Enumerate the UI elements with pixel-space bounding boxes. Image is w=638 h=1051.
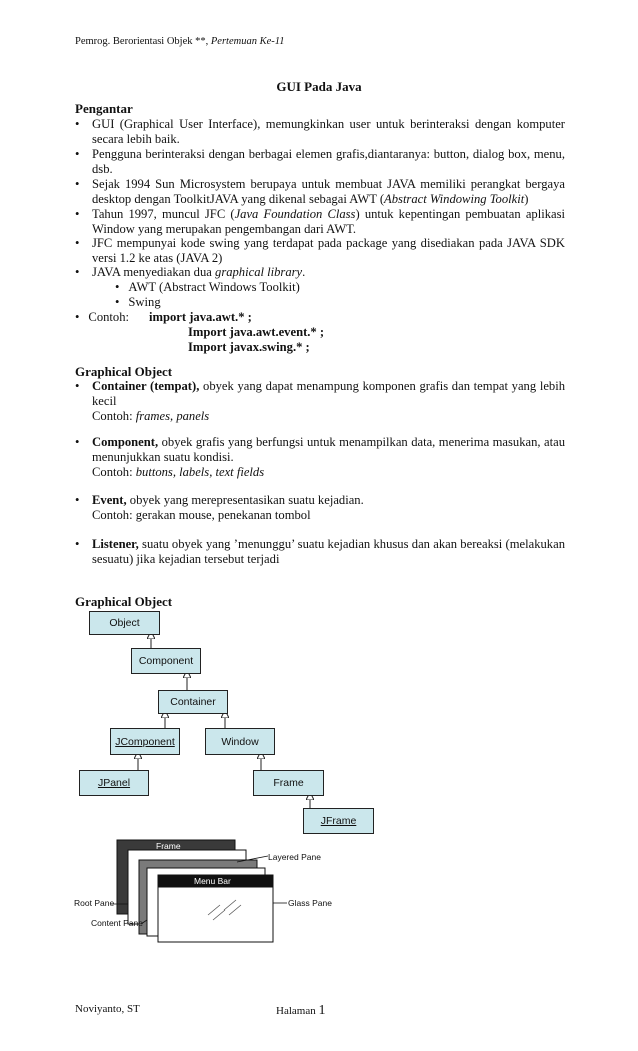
code-import-swing: Import javax.swing.* ; [188, 340, 310, 354]
sub-bullet-awt: • AWT (Abstract Windows Toolkit) [115, 280, 300, 294]
label-layered-pane: Layered Pane [268, 852, 321, 862]
label-glass-pane: Glass Pane [288, 898, 332, 908]
node-jpanel: JPanel [79, 770, 149, 796]
section-heading-pengantar: Pengantar [75, 101, 133, 116]
bullet-pengguna: • Pengguna berinteraksi dengan berbagai elemen grafis,diantaranya: button, dialog box, menu, dsb. [75, 147, 565, 176]
node-frame: Frame [253, 770, 324, 796]
label-frame: Frame [156, 841, 181, 851]
sub-bullet-swing: • Swing [115, 295, 161, 309]
node-window: Window [205, 728, 275, 755]
label-content-pane: Content Pane [91, 918, 143, 928]
bullet-event: • Event, obyek yang merepresentasikan suatu kejadian. Contoh: gerakan mouse, penekanan tombol [75, 493, 364, 522]
code-import-event: Import java.awt.event.* ; [188, 325, 325, 339]
node-component: Component [131, 648, 201, 674]
footer-page-number: Halaman 1 [276, 1003, 326, 1018]
bullet-dot: • [75, 117, 80, 131]
node-jcomponent: JComponent [110, 728, 180, 755]
diagram-heading: Graphical Object [75, 594, 173, 609]
bullet-tahun-1997: • Tahun 1997, muncul JFC (Java Foundation Class) untuk kepentingan pembuatan aplikasi Window yang merupakan pengembangan dari AWT. [75, 207, 565, 236]
bullet-sejak-1994: • Sejak 1994 Sun Microsystem berupaya untuk membuat JAVA memiliki perangkat bergaya desktop dengan ToolkitJAVA yang dikenal sebagai AWT (Abstract Windowing Toolkit) [75, 177, 565, 206]
bullet-jfc: • JFC mempunyai kode swing yang terdapat pada package yang disediakan pada JAVA SDK versi 1.2 ke atas (JAVA 2) [75, 236, 565, 265]
node-container: Container [158, 690, 228, 714]
bullet-container: • Container (tempat), obyek yang dapat menampung komponen grafis dan tempat yang lebih kecil Contoh: frames, panels [75, 379, 565, 423]
label-root-pane: Root Pane [74, 898, 115, 908]
code-import-awt: import java.awt.* ; [149, 310, 252, 324]
bullet-graphical-library: • JAVA menyediakan dua graphical library. [75, 265, 306, 279]
page-header: Pemrog. Berorientasi Objek **, Pertemuan Ke-11 [75, 36, 285, 47]
node-object: Object [89, 611, 160, 635]
bullet-contoh: • Contoh: [75, 310, 130, 324]
page-title: GUI Pada Java [276, 79, 362, 94]
label-menu-bar: Menu Bar [194, 876, 231, 886]
bullet-listener: • Listener, suatu obyek yang ’menunggu’ suatu kejadian khusus dan akan bereaksi (melakukan sesuatu) jika kejadian tersebut terjadi [75, 537, 565, 566]
footer-author: Noviyanto, ST [75, 1003, 140, 1015]
section-heading-graphical-object: Graphical Object [75, 364, 173, 379]
node-jframe: JFrame [303, 808, 374, 834]
glass-pane-layer [158, 887, 273, 942]
bullet-gui: • GUI (Graphical User Interface), memungkinkan user untuk berinteraksi dengan komputer secara lebih baik. [75, 117, 565, 146]
bullet-component: • Component, obyek grafis yang berfungsi untuk menampilkan data, menerima masukan, atau menunjukkan suatu kondisi. Contoh: buttons, labels, text fields [75, 435, 565, 479]
